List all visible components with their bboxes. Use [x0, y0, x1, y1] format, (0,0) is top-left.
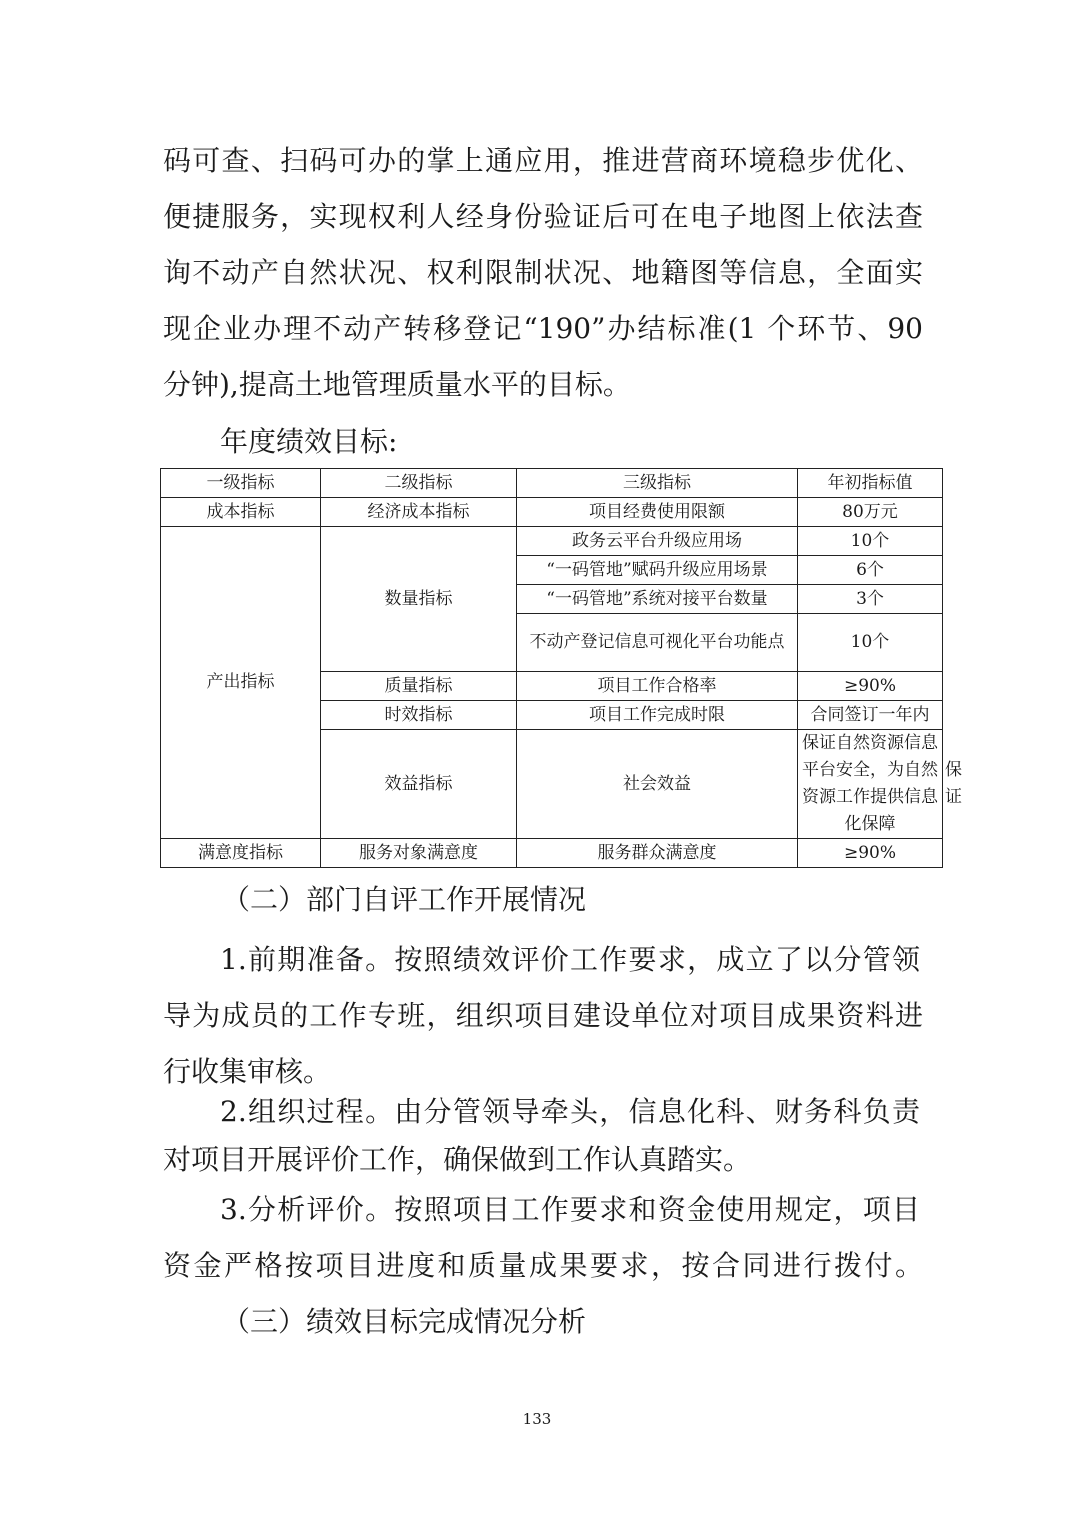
- section3-heading: （三）绩效目标完成情况分析: [222, 1305, 587, 1338]
- cell-level2: 时效指标: [321, 701, 517, 730]
- cell-value: ≥90%: [798, 672, 943, 701]
- table-row: [161, 839, 943, 868]
- cell-value: 3个: [798, 585, 943, 614]
- cell-level2: 社会效益: [517, 730, 798, 839]
- cell-level3: “一码管地”系统对接平台数量: [517, 585, 798, 614]
- cell-value: ≥90%: [798, 839, 943, 868]
- performance-table: [160, 468, 962, 868]
- cell-level3: “一码管地”赋码升级应用场景: [517, 556, 798, 585]
- cell-level1: 满意度指标: [161, 839, 321, 868]
- section2-line: 行收集审核。: [163, 1055, 332, 1088]
- header-value: 年初指标值: [798, 469, 943, 498]
- page-number: 133: [522, 1410, 552, 1428]
- paragraph-line: 分钟),提高土地管理质量水平的目标。: [163, 368, 631, 401]
- cell-value: 10个: [798, 614, 943, 672]
- cell-value: 10个: [798, 527, 943, 556]
- cell-level3: 政务云平台升级应用场: [517, 527, 798, 556]
- paragraph-line: 便捷服务，实现权利人经身份验证后可在电子地图上依法查: [163, 200, 923, 233]
- table-header-row: [161, 469, 943, 498]
- cell-value: 合同签订一年内: [798, 701, 943, 730]
- section2-heading: （二）部门自评工作开展情况: [222, 883, 587, 916]
- section2-line: 2.组织过程。由分管领导牵头，信息化科、财务科负责: [220, 1095, 920, 1128]
- cell-level2: 数量指标: [321, 527, 517, 672]
- cell-value: 80万元: [798, 498, 943, 527]
- header-level3: 三级指标: [517, 469, 798, 498]
- section2-line: 对项目开展评价工作，确保做到工作认真踏实。: [163, 1143, 752, 1176]
- section2-line: 资金严格按项目进度和质量成果要求，按合同进行拨付。: [163, 1249, 923, 1282]
- cell-level2: 经济成本指标: [321, 498, 517, 527]
- cell-level1: 产出指标: [161, 527, 321, 839]
- cell-level3: 服务群众满意度: [517, 839, 798, 868]
- cell-level2: 质量指标: [321, 672, 517, 701]
- paragraph-line: 现企业办理不动产转移登记“190”办结标准(1 个环节、90: [163, 312, 923, 345]
- section2-line: 3.分析评价。按照项目工作要求和资金使用规定，项目: [220, 1193, 920, 1226]
- section2-line: 1.前期准备。按照绩效评价工作要求，成立了以分管领: [220, 943, 920, 976]
- cell-level1: 成本指标: [161, 498, 321, 527]
- cell-level1: 效益指标: [321, 730, 517, 839]
- header-level2: 二级指标: [321, 469, 517, 498]
- cell-level3: 项目工作完成时限: [517, 701, 798, 730]
- cell-level2: 服务对象满意度: [321, 839, 517, 868]
- cell-level3: 保证自然资源信息平台安全，为自然资源工作提供信息化保障: [798, 730, 943, 839]
- section2-line: 导为成员的工作专班，组织项目建设单位对项目成果资料进: [163, 999, 923, 1032]
- paragraph-line: 码可查、扫码可办的掌上通应用，推进营商环境稳步优化、: [163, 144, 923, 177]
- table-row: 效益指标 社会效益 保证自然资源信息平台安全，为自然资源工作提供信息化保障 保证: [161, 730, 943, 839]
- header-level1: 一级指标: [161, 469, 321, 498]
- table-caption: 年度绩效目标:: [220, 425, 398, 458]
- table-row: [161, 527, 943, 556]
- cell-level3: 不动产登记信息可视化平台功能点: [517, 614, 798, 672]
- cell-value: 6个: [798, 556, 943, 585]
- cell-level3: 项目工作合格率: [517, 672, 798, 701]
- table-row: [161, 498, 943, 527]
- paragraph-line: 询不动产自然状况、权利限制状况、地籍图等信息，全面实: [163, 256, 923, 289]
- cell-level3: 项目经费使用限额: [517, 498, 798, 527]
